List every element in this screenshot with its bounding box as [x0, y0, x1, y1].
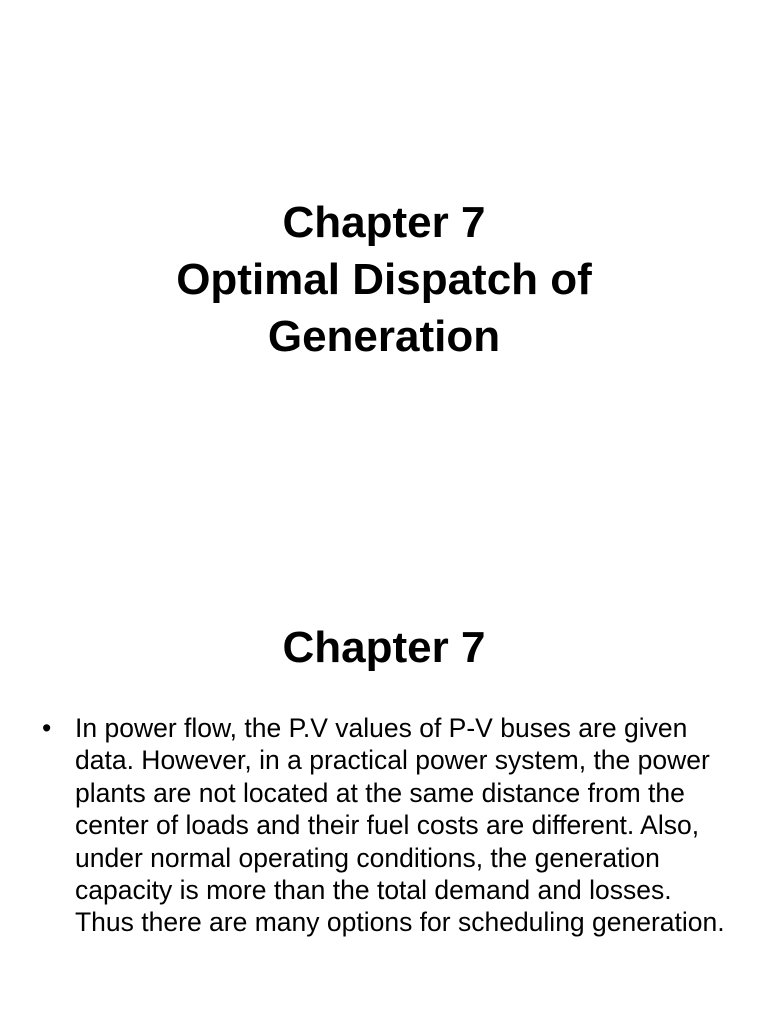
slide-heading: Chapter 7 — [282, 623, 486, 672]
bullet-item — [42, 712, 732, 939]
bullet-text: In power flow, the P.V values of P-V buses are given data. However, in a practical power system, the power plants are not located at the same distance from the center of loads and their fuel costs are different. Also, under normal operating conditions, the generation capacity is more than the total demand and losses. Thus there are many options for scheduling generation. — [75, 713, 725, 938]
bullet-list — [42, 712, 732, 939]
bullet-icon: • — [42, 713, 52, 743]
title-line-chapter: Chapter 7 — [282, 198, 486, 247]
title-line-topic: Optimal Dispatch of — [176, 255, 592, 304]
content-slide — [0, 576, 768, 1024]
slide-title — [0, 194, 768, 365]
title-line-topic-continued: Generation — [267, 312, 501, 361]
